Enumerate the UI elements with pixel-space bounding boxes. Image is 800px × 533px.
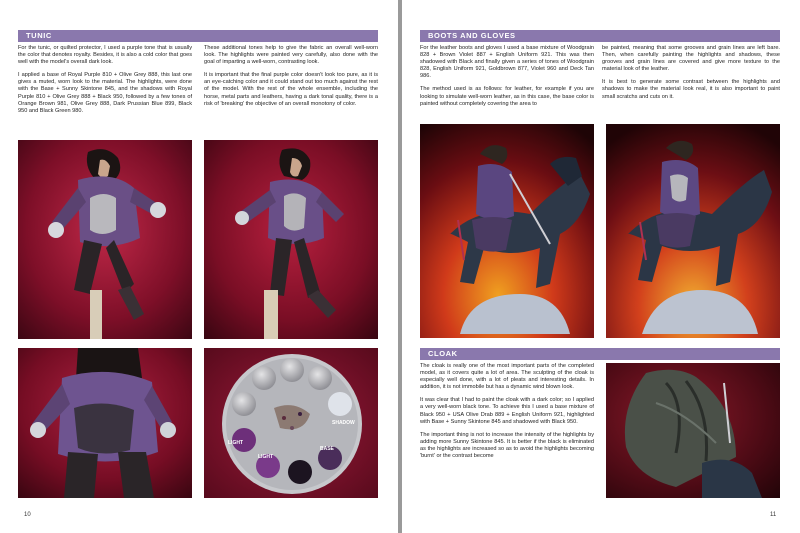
palette-label-shadow: SHADOW <box>332 420 355 426</box>
photo-rider-horse-left <box>420 124 594 338</box>
page-number: 11 <box>770 512 777 518</box>
paragraph: The method used is as follows: for leather, for example if you are looking to simulate well-worn leather, as in this case, the base color is painted without completely covering the area to <box>420 86 594 107</box>
palette-label-light: LIGHT <box>228 440 243 446</box>
paragraph: For the leather boots and gloves I used a base mixture of Woodgrain 828 + Brown Violet 887 + English Uniform 921. This was then shadowed with Black and finally given a series of tones of Woodgrain 828, English Uniform 921, Goldbrown 877, Violet 960 and Deck Tan 986. <box>420 45 594 80</box>
photo-rider-horse-right <box>606 124 780 338</box>
paragraph: For the tunic, or quilted protector, I used a purple tone that is usually the color that denotes royalty. Besides, it is also a cold color that goes well with the model's overall dark look. <box>18 45 192 66</box>
photo-cloak-detail <box>606 363 780 498</box>
paragraph: The important thing is not to increase the intensity of the highlights by adding more Sunny Skintone 845. It is better if the black is eliminated as the highlights are increased so as to avoid the highlights becoming 'burnt' or the contrast become <box>420 431 594 460</box>
tunic-text-col1 <box>18 45 192 121</box>
photo-knight-front <box>18 140 192 339</box>
section-title-cloak: CLOAK <box>420 348 780 360</box>
section-title-boots-gloves: BOOTS AND GLOVES <box>420 30 780 42</box>
paragraph: The cloak is really one of the most important parts of the completed model, as it covers quite a lot of area. The sculpting of the cloak is especially well done, with a lot of pleats and interesting details. In addition, it is not immobile but has a dynamic wind blown look. <box>420 363 594 391</box>
tunic-text-col2 <box>204 45 378 114</box>
cloak-text <box>420 363 594 466</box>
left-page <box>0 0 398 533</box>
photo-paint-palette <box>204 348 378 498</box>
paragraph: These additional tones help to give the fabric an overall well-worn look. The highlights were painted very carefully, also done with the goal of imparting a well-worn, contrasting look. <box>204 45 378 66</box>
boots-text-col2 <box>602 45 780 107</box>
paragraph: It is important that the final purple color doesn't look too pure, as it is an eye-catching color and it could stand out too much against the rest of the model. With the rest of the whole ensemble, including the horse, metal parts and leathers, having a dark tonal quality, there is a risk of 'breaking' the objective of an overall monotony of color. <box>204 72 378 107</box>
paragraph: I applied a base of Royal Purple 810 + Olive Grey 888, this last one gives a muted, worn look to the material. The highlights, were done with the Base + Sunny Skintone 845, and the shadows with Royal Purple 810 + Olive Grey 888 + Black 950, followed by a few tones of Orange Brown 981, Olive Grey 888, Dark Prussian Blue 899, Black 950 and Black Green 980. <box>18 72 192 114</box>
page-number: 10 <box>24 512 31 518</box>
right-page <box>402 0 800 533</box>
photo-knight-side <box>204 140 378 339</box>
boots-text-col1 <box>420 45 594 114</box>
photo-knight-back <box>18 348 192 498</box>
palette-label-light: LIGHT <box>258 454 273 460</box>
section-title-tunic: TUNIC <box>18 30 378 42</box>
palette-label-base: BASE <box>320 446 334 452</box>
paragraph: It was clear that I had to paint the cloak with a dark color; so I applied a very well-worn black tone. To achieve this I used a base mixture of Black 950 + USA Olive Drab 889 + English Uniform 921, highlighted with Base + Sunny Skintone 845 and shadowed with Black 950. <box>420 397 594 425</box>
paragraph: be painted, meaning that some grooves and grain lines are left bare. Then, when carefully painting the highlights and shadows, these grooves and grain lines are covered and give more texture to the material look of the leather. <box>602 45 780 73</box>
paragraph: It is best to generate some contrast between the highlights and shadows to make the material look real, it is also important to paint small scratchs and cuts on it. <box>602 79 780 100</box>
